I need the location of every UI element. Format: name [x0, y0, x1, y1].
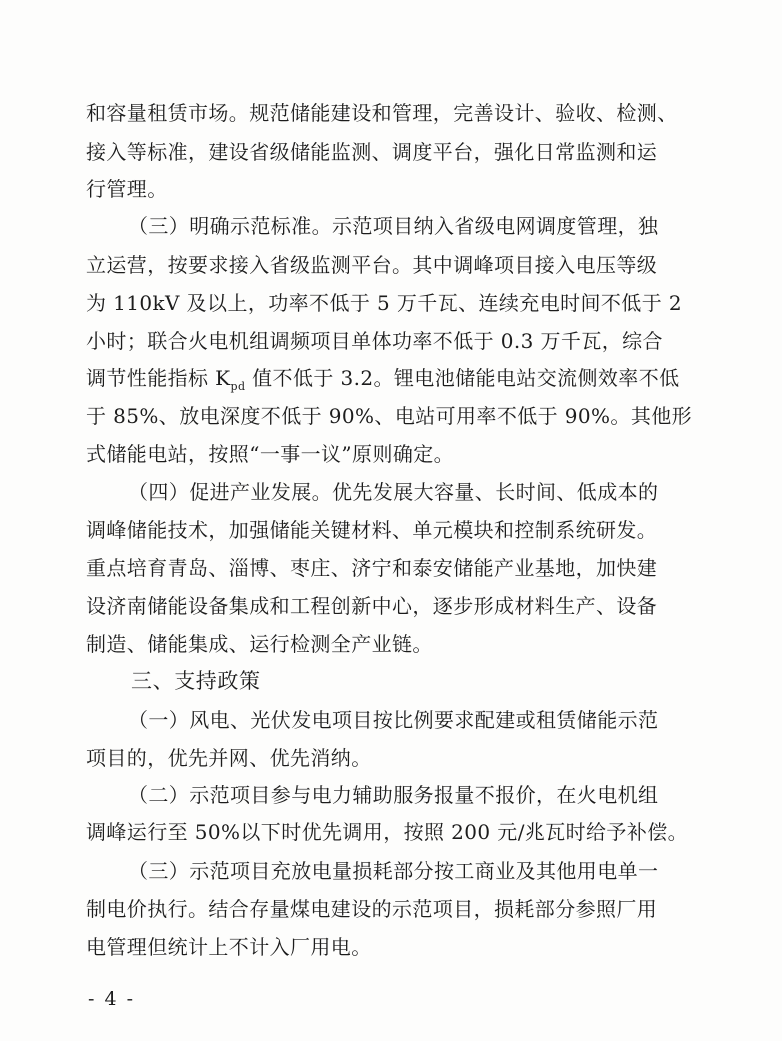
body-text-line: 小时；联合火电机组调频项目单体功率不低于 0.3 万千瓦，综合 [86, 329, 663, 353]
body-text-line: 式储能电站，按照“一事一议”原则确定。 [86, 442, 455, 466]
body-text-line: 和容量租赁市场。规范储能建设和管理，完善设计、验收、检测、 [86, 101, 678, 125]
paragraph-4-line: （四）促进产业发展。优先发展大容量、长时间、低成本的 [128, 480, 659, 504]
paragraph-3-line: （三）明确示范标准。示范项目纳入省级电网调度管理，独 [128, 214, 659, 238]
policy-line: 调峰运行至 50%以下时优先调用，按照 200 元/兆瓦时给予补偿。 [86, 820, 689, 844]
policy-line: 电管理但统计上不计入厂用电。 [86, 935, 372, 959]
body-text-line: 设济南储能设备集成和工程创新中心，逐步形成材料生产、设备 [86, 594, 658, 618]
body-text-line: 立运营，按要求接入省级监测平台。其中调峰项目接入电压等级 [86, 253, 658, 277]
body-text-line: 重点培育青岛、淄博、枣庄、济宁和泰安储能产业基地，加快建 [86, 556, 658, 580]
policy-line: 制电价执行。结合存量煤电建设的示范项目，损耗部分参照厂用 [86, 897, 658, 921]
policy-line: （一）风电、光伏发电项目按比例要求配建或租赁储能示范 [128, 708, 659, 732]
body-text-line: 行管理。 [86, 177, 168, 201]
policy-line: （三）示范项目充放电量损耗部分按工商业及其他用电单一 [128, 859, 659, 883]
policy-line: 项目的，优先并网、优先消纳。 [86, 746, 372, 770]
kpd-subscript: pd [230, 380, 246, 393]
body-text-line: 制造、储能集成、运行检测全产业链。 [86, 632, 433, 656]
section-heading: 三、支持政策 [131, 669, 261, 693]
body-text-line: 调峰储能技术，加强储能关键材料、单元模块和控制系统研发。 [86, 518, 658, 542]
policy-line: （二）示范项目参与电力辅助服务报量不报价，在火电机组 [128, 783, 659, 807]
body-text-line: 于 85%、放电深度不低于 90%、电站可用率不低于 90%。其他形 [86, 404, 693, 428]
page-number: - 4 - [88, 988, 136, 1010]
body-text-line: 为 110kV 及以上，功率不低于 5 万千瓦、连续充电时间不低于 2 [86, 291, 682, 315]
body-text-line: 调节性能指标 $K_{pd}$ 值不低于 3.2。锂电池储能电站交流侧效率不低 [86, 366, 680, 393]
body-text-line: 接入等标准，建设省级储能监测、调度平台，强化日常监测和运 [86, 140, 658, 164]
